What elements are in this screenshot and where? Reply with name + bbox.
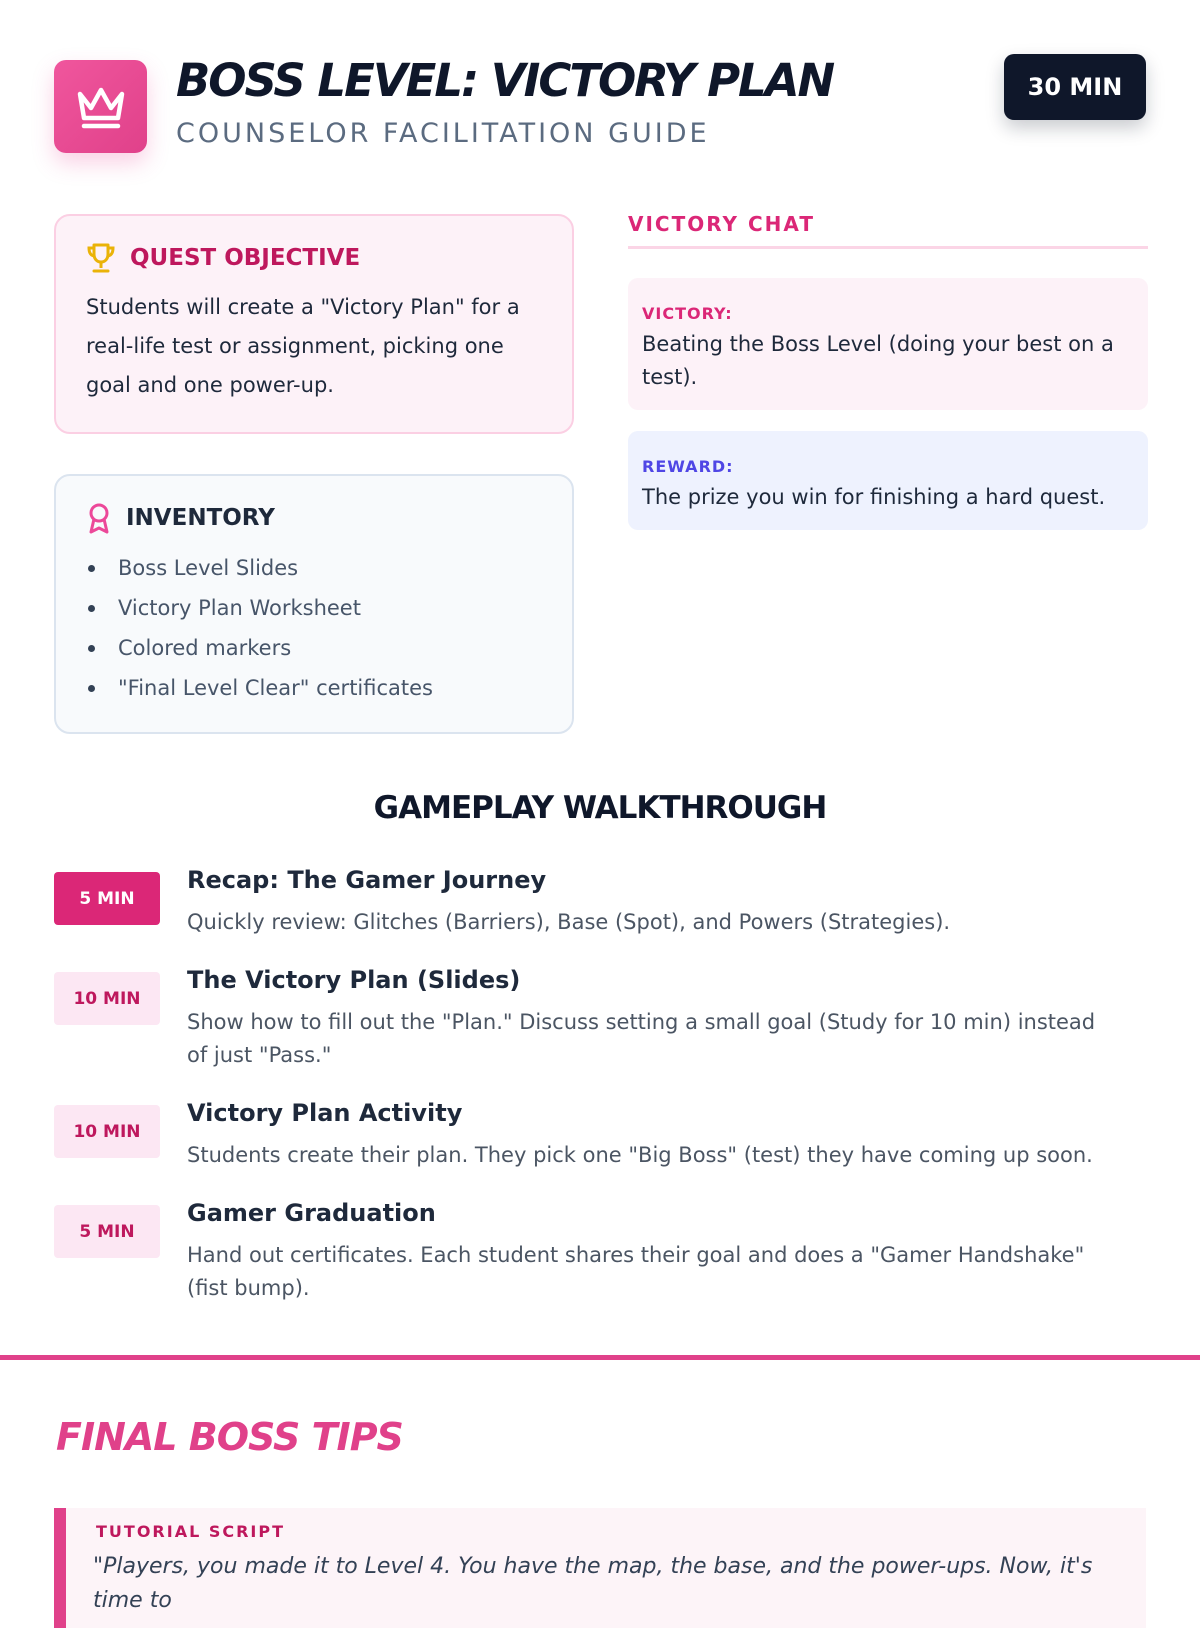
inventory-label: INVENTORY	[126, 505, 275, 531]
duration-badge: 30 MIN	[1004, 54, 1146, 120]
quest-objective-label: QUEST OBJECTIVE	[130, 245, 361, 271]
step-time-badge: 10 MIN	[54, 972, 160, 1025]
step-title: The Victory Plan (Slides)	[187, 966, 521, 994]
step-title: Recap: The Gamer Journey	[187, 866, 547, 894]
page-header	[54, 54, 1146, 164]
vocab-card-reward	[628, 431, 1148, 530]
step-description: Hand out certificates. Each student shares their goal and does a "Gamer Handshake" (fist bump).	[187, 1243, 1085, 1300]
inventory-list	[86, 548, 433, 708]
quest-objective-header	[86, 242, 360, 274]
inventory-card	[54, 474, 574, 734]
vocab-card-victory	[628, 278, 1148, 410]
page-subtitle: COUNSELOR FACILITATION GUIDE	[176, 118, 710, 149]
script-text: "Players, you made it to Level 4. You have the map, the base, and the power-ups. Now, it's time to	[93, 1554, 1093, 1613]
walkthrough-step	[54, 966, 1146, 1076]
inventory-item: "Final Level Clear" certificates	[86, 668, 433, 708]
trophy-icon	[86, 242, 116, 274]
ribbon-award-icon	[86, 502, 112, 534]
step-time-badge: 5 MIN	[54, 872, 160, 925]
walkthrough-step	[54, 1099, 1146, 1179]
page-title: BOSS LEVEL: VICTORY PLAN	[176, 54, 834, 107]
inventory-item: Victory Plan Worksheet	[86, 588, 433, 628]
vocab-definition: The prize you win for finishing a hard quest.	[642, 485, 1106, 509]
inventory-header	[86, 502, 275, 534]
walkthrough-step	[54, 1199, 1146, 1309]
inventory-item: Boss Level Slides	[86, 548, 433, 588]
walkthrough-heading: GAMEPLAY WALKTHROUGH	[373, 790, 827, 826]
walkthrough-step	[54, 866, 1146, 946]
victory-chat-divider	[628, 246, 1148, 249]
section-divider	[0, 1355, 1200, 1360]
quest-objective-card	[54, 214, 574, 434]
step-description: Students create their plan. They pick one "Big Boss" (test) they have coming up soon.	[187, 1143, 1093, 1167]
vocab-term: REWARD:	[642, 457, 734, 476]
vocab-definition: Beating the Boss Level (doing your best on a test).	[642, 332, 1114, 389]
step-time-badge: 5 MIN	[54, 1205, 160, 1258]
crown-icon	[76, 84, 126, 130]
step-time-badge: 10 MIN	[54, 1105, 160, 1158]
script-label: TUTORIAL SCRIPT	[96, 1522, 286, 1541]
vocab-term: VICTORY:	[642, 304, 733, 323]
step-description: Quickly review: Glitches (Barriers), Base (Spot), and Powers (Strategies).	[187, 910, 951, 934]
inventory-item: Colored markers	[86, 628, 433, 668]
tutorial-script-callout	[54, 1508, 1146, 1628]
step-title: Victory Plan Activity	[187, 1099, 463, 1127]
logo-badge	[54, 60, 147, 153]
victory-chat-heading: VICTORY CHAT	[628, 212, 815, 236]
step-title: Gamer Graduation	[187, 1199, 436, 1227]
quest-objective-text: Students will create a "Victory Plan" for a real-life test or assignment, picking one goal and one power-up.	[86, 295, 520, 397]
tips-heading: FINAL BOSS TIPS	[56, 1415, 403, 1459]
step-description: Show how to fill out the "Plan." Discuss setting a small goal (Study for 10 min) instead of just "Pass."	[187, 1010, 1096, 1067]
